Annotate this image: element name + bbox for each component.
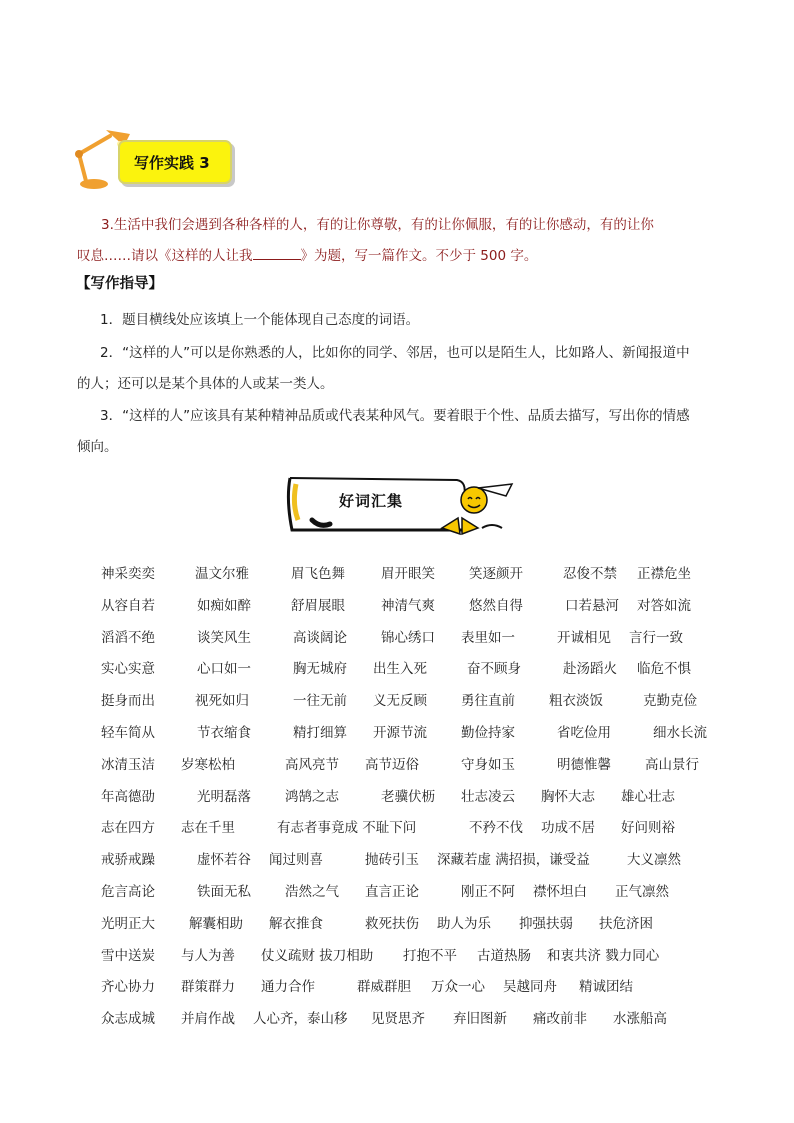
vocab-word: 直言正论 (365, 884, 419, 900)
vocab-word: 大义凛然 (627, 852, 681, 869)
vocab-word: 抛砖引玉 (365, 852, 419, 869)
vocab-word: 口若悬河 (565, 597, 619, 614)
vocab-word: 不矜不伐 (469, 820, 523, 837)
vocab-word: 古道热肠 (477, 947, 531, 964)
guide-item-3a: 3．“这样的人”应该具有某种精神品质或代表某种风气。要着眼于个性、品质去描写，写出你的情感 (100, 408, 690, 424)
vocab-word: 粗衣淡饭 (549, 693, 603, 710)
vocab-word: 锦心绣口 (381, 629, 435, 646)
vocab-word: 戒骄戒躁 (101, 852, 155, 869)
vocab-word: 勇往直前 (461, 693, 515, 710)
vocab-word: 神清气爽 (381, 597, 435, 614)
vocab-word: 老骥伏枥 (381, 788, 435, 805)
vocab-word: 正气凛然 (615, 884, 669, 900)
vocab-word: 痛改前非 (533, 1011, 587, 1028)
vocab-word: 见贤思齐 (371, 1011, 425, 1028)
vocab-word: 精诚团结 (579, 979, 633, 996)
vocab-word: 志在四方 (101, 820, 155, 837)
vocab-word: 解衣推食 (269, 915, 323, 932)
vocab-word: 救死扶伤 (365, 915, 419, 932)
vocab-word: 奋不顾身 (467, 661, 521, 678)
vocab-word: 众志成城 (101, 1011, 155, 1028)
vocab-word: 滔滔不绝 (101, 629, 155, 646)
vocab-row (0, 848, 794, 870)
vocab-row (0, 689, 794, 711)
vocab-word: 从容自若 (101, 597, 155, 614)
prompt-line-2a: 叹息……请以《这样的人让我 (77, 248, 253, 264)
vocab-row (0, 626, 794, 648)
vocab-word: 守身如玉 (461, 756, 515, 773)
vocab-word: 助人为乐 (437, 915, 491, 932)
vocab-row (0, 785, 794, 807)
vocab-word: 表里如一 (461, 629, 515, 646)
vocab-row (0, 753, 794, 775)
vocab-word: 如痴如醉 (197, 597, 251, 614)
prompt-line-2b: 》为题，写一篇作文。不少于 500 字。 (300, 248, 538, 264)
vocab-word: 悠然自得 (469, 597, 523, 614)
vocab-word: 危言高论 (101, 884, 155, 900)
vocab-word: 好问则裕 (621, 820, 675, 837)
vocab-word: 心口如一 (197, 661, 251, 678)
vocab-word: 眉飞色舞 (291, 566, 345, 582)
vocab-word: 精打细算 (293, 725, 347, 741)
vocab-word: 开源节流 (373, 725, 427, 741)
vocab-row (0, 657, 794, 679)
vocab-word: 万众一心 (431, 979, 485, 996)
vocab-word: 实心实意 (101, 661, 155, 678)
vocab-word: 节衣缩食 (197, 725, 251, 741)
vocab-word: 铁面无私 (197, 884, 251, 900)
prompt-line-2 (77, 244, 717, 264)
vocab-word: 谈笑风生 (197, 629, 251, 646)
vocab-word: 仗义疏财 拔刀相助 (261, 947, 374, 964)
vocab-word: 出生入死 (373, 661, 427, 678)
vocab-word: 胸无城府 (293, 661, 347, 678)
vocab-word: 和衷共济 戮力同心 (547, 947, 660, 964)
vocab-word: 省吃俭用 (557, 725, 611, 741)
vocab-row (0, 880, 794, 902)
vocab-title: 好词汇集 (339, 492, 404, 510)
vocab-word: 高山景行 (645, 756, 699, 773)
vocab-word: 雪中送炭 (101, 947, 155, 964)
vocab-row (0, 721, 794, 743)
vocab-word: 群威群胆 (357, 979, 411, 996)
vocab-word: 高谈阔论 (293, 629, 347, 646)
vocab-word: 浩然之气 (285, 884, 339, 900)
vocab-word: 开诚相见 (557, 629, 611, 646)
vocab-word: 闻过则喜 (269, 852, 323, 869)
vocab-word: 冰清玉洁 (101, 756, 155, 773)
vocab-word: 高风亮节 (285, 756, 339, 773)
prompt-blank (253, 259, 301, 260)
vocab-word: 年高德劭 (101, 788, 155, 805)
vocab-word: 壮志凌云 (461, 788, 515, 805)
vocab-word: 明德惟馨 (557, 756, 611, 773)
vocab-word: 舒眉展眼 (291, 597, 345, 614)
vocab-word: 临危不惧 (637, 661, 691, 678)
vocab-word: 笑逐颜开 (469, 566, 523, 582)
vocab-banner (282, 470, 522, 540)
vocab-word: 弃旧图新 (453, 1011, 507, 1028)
vocab-word: 光明正大 (101, 915, 155, 932)
vocab-word: 群策群力 (181, 979, 235, 996)
vocab-word: 胸怀大志 (541, 788, 595, 805)
vocab-word: 高节迈俗 (365, 756, 419, 773)
vocab-word: 言行一致 (629, 629, 683, 646)
vocab-word: 赴汤蹈火 (563, 661, 617, 678)
vocab-word: 一往无前 (293, 693, 347, 710)
vocab-word: 挺身而出 (101, 693, 155, 710)
section-badge (118, 140, 232, 184)
vocab-word: 通力合作 (261, 979, 315, 996)
vocab-row (0, 912, 794, 934)
vocab-row (0, 816, 794, 838)
vocab-word: 轻车简从 (101, 725, 155, 741)
vocab-word: 正襟危坐 (637, 566, 691, 582)
vocab-word: 志在千里 (181, 820, 235, 837)
badge-title: 写作实践 3 (134, 154, 210, 172)
vocab-row (0, 562, 794, 584)
vocab-word: 岁寒松柏 (181, 756, 235, 773)
vocab-word: 勤俭持家 (461, 725, 515, 741)
vocab-word: 虚怀若谷 (197, 852, 251, 869)
vocab-word: 细水长流 (653, 725, 707, 741)
vocab-word: 雄心壮志 (621, 788, 675, 805)
vocab-word: 抑强扶弱 (519, 915, 573, 932)
vocab-row (0, 975, 794, 997)
vocab-word: 眉开眼笑 (381, 566, 435, 582)
vocab-word: 有志者事竟成 不耻下问 (277, 820, 417, 837)
vocab-row (0, 1007, 794, 1029)
guide-item-3b: 倾向。 (77, 439, 118, 455)
vocab-word: 并肩作战 (181, 1011, 235, 1028)
vocab-word: 深藏若虚 满招损，谦受益 (437, 852, 590, 869)
vocab-word: 襟怀坦白 (533, 884, 587, 900)
vocab-word: 神采奕奕 (101, 566, 155, 582)
vocab-word: 人心齐，泰山移 (253, 1011, 348, 1028)
prompt-line-1: 3.生活中我们会遇到各种各样的人，有的让你尊敬，有的让你佩服，有的让你感动，有的让你 (101, 217, 654, 233)
vocab-word: 视死如归 (195, 693, 249, 710)
vocab-word: 克勤克俭 (643, 693, 697, 710)
vocab-word: 齐心协力 (101, 979, 155, 996)
vocab-word: 刚正不阿 (461, 884, 515, 900)
vocab-word: 打抱不平 (403, 947, 457, 964)
vocab-word: 与人为善 (181, 947, 235, 964)
vocab-word: 温文尔雅 (195, 566, 249, 582)
vocab-word: 水涨船高 (613, 1011, 667, 1028)
vocab-word: 解囊相助 (189, 915, 243, 932)
vocab-word: 对答如流 (637, 597, 691, 614)
guide-title: 【写作指导】 (76, 276, 163, 292)
vocab-word: 功成不居 (541, 820, 595, 837)
vocab-word: 吴越同舟 (503, 979, 557, 996)
vocab-word: 义无反顾 (373, 693, 427, 710)
vocab-row (0, 594, 794, 616)
vocab-word: 忍俊不禁 (563, 566, 617, 582)
guide-item-2b: 的人；还可以是某个具体的人或某一类人。 (77, 376, 334, 392)
guide-item-1: 1．题目横线处应该填上一个能体现自己态度的词语。 (100, 312, 420, 328)
vocab-row (0, 944, 794, 966)
vocab-word: 鸿鹄之志 (285, 788, 339, 805)
vocab-word: 光明磊落 (197, 788, 251, 805)
vocab-word: 扶危济困 (599, 915, 653, 932)
guide-item-2a: 2．“这样的人”可以是你熟悉的人，比如你的同学、邻居，也可以是陌生人，比如路人、新闻报道中 (100, 345, 690, 361)
